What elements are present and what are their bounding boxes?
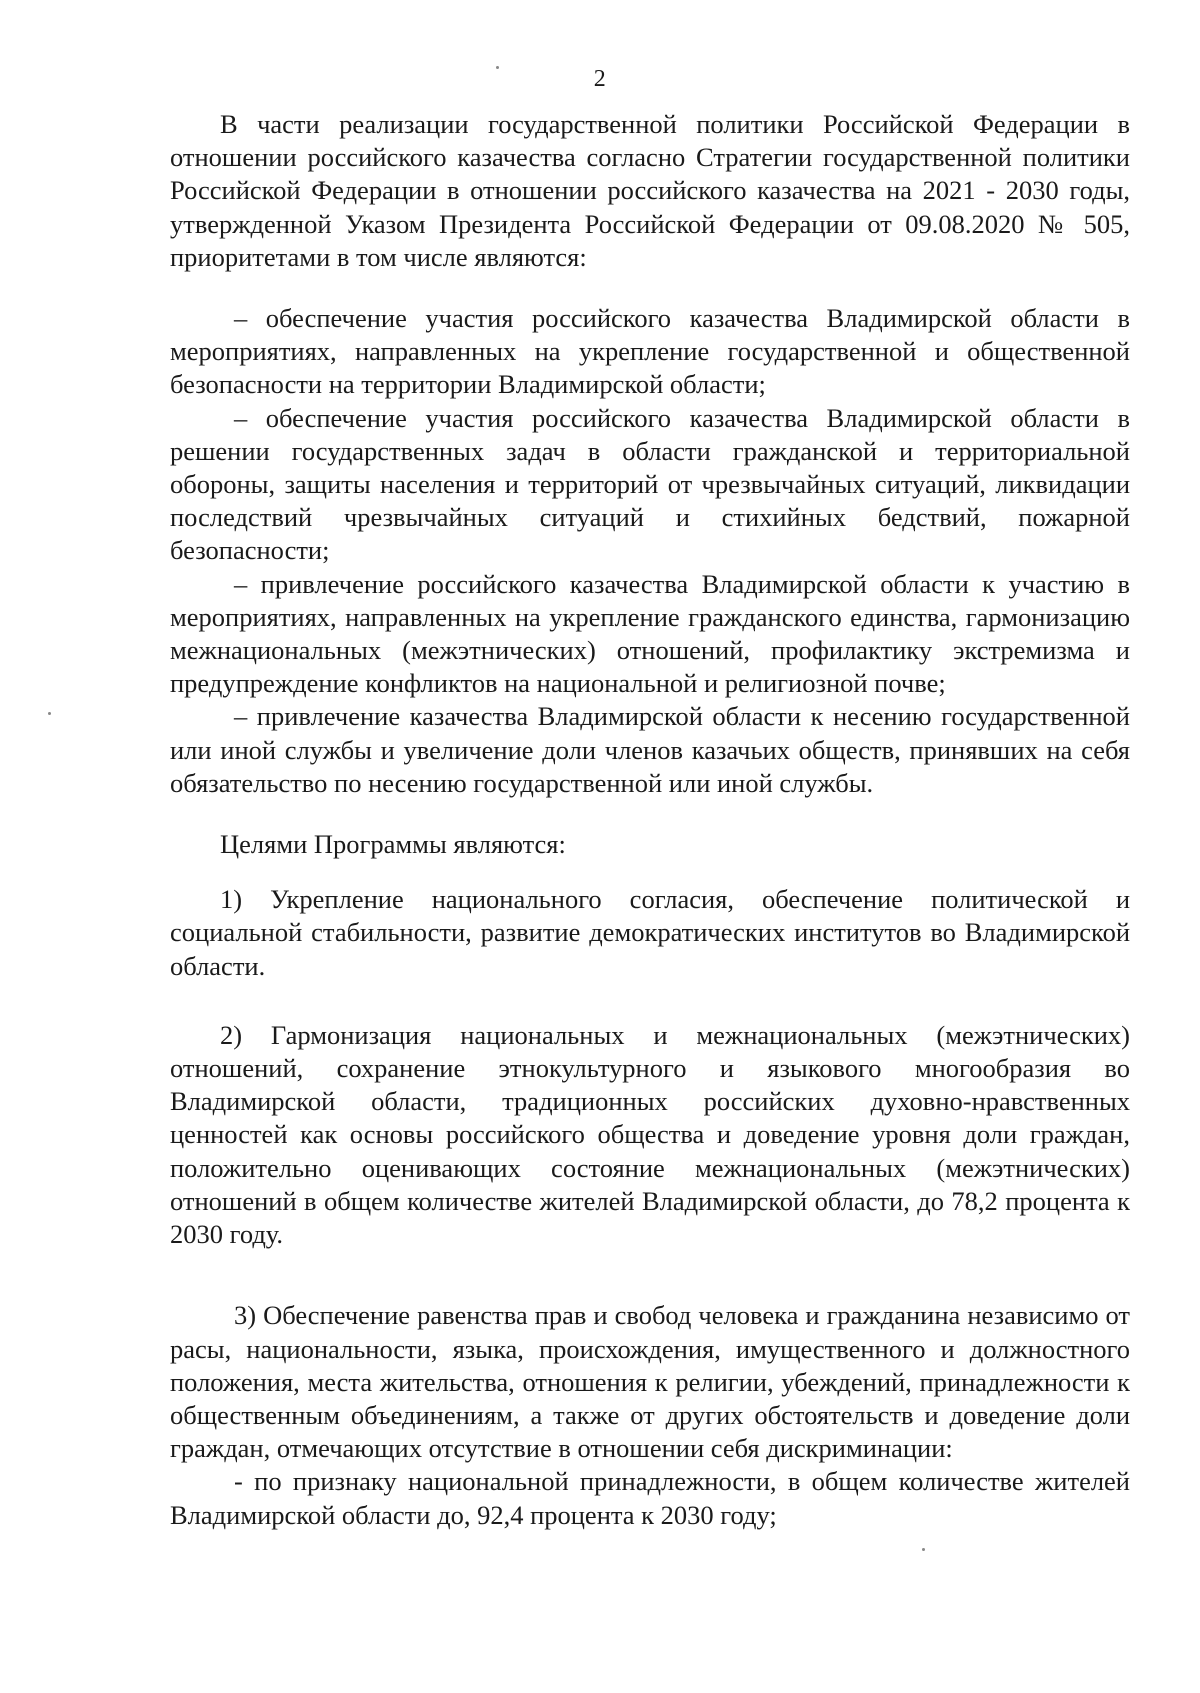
page-number: 2 (593, 66, 607, 92)
paragraph-priority-1: – обеспечение участия российского казачества Владимирской области в мероприятиях, направленных на укрепление государственной и общественной безопасности на территории Владимирской области; (170, 303, 1130, 400)
paragraph-goal-2: 2) Гармонизация национальных и межнациональных (межэтнических) отношений, сохранение этнокультурного и языкового многообразия во Владимирской области, традиционных российских духовно-нравственных ценностей как основы российского общества и доведение уровня доли граждан, положительно оценивающих состояние межнациональных (межэтнических) отношений в общем количестве жителей Владимирской области, до 78,2 процента к 2030 году. (170, 1019, 1130, 1250)
paragraph-priority-3: – привлечение российского казачества Владимирской области к участию в мероприятиях, направленных на укрепление гражданского единства, гармонизацию межнациональных (межэтнических) отношений, профилактику экстремизма и предупреждение конфликтов на национальной и религиозной почве; (170, 568, 1130, 699)
scan-speck (496, 66, 499, 69)
document-body (170, 108, 1130, 1532)
paragraph-priority-2: – обеспечение участия российского казачества Владимирской области в решении государственных задач в области гражданской и территориальной обороны, защиты населения и территорий от чрезвычайных ситуаций, ликвидации последствий чрезвычайных ситуаций и стихийных бедствий, пожарной безопасности; (170, 402, 1130, 566)
paragraph-goal-1: 1) Укрепление национального согласия, обеспечение политической и социальной стабильности, развитие демократических институтов во Владимирской области. (170, 884, 1130, 981)
scan-speck (48, 712, 51, 715)
paragraph-goals-heading: Целями Программы являются: (220, 829, 566, 860)
paragraph-goal-3-item: - по признаку национальной принадлежности, в общем количестве жителей Владимирской области до, 92,4 процента к 2030 году; (170, 1466, 1130, 1530)
paragraph-priority-4: – привлечение казачества Владимирской области к несению государственной или иной службы и увеличение доли членов казачьих обществ, принявших на себя обязательство по несению государственной или иной службы. (170, 701, 1130, 798)
scan-speck (922, 1548, 925, 1551)
paragraph-intro: В части реализации государственной политики Российской Федерации в отношении российского казачества согласно Стратегии государственной политики Российской Федерации в отношении российского казачества на 2021 - 2030 годы, утвержденной Указом Президента Российской Федерации от 09.08.2020 № 505, приоритетами в том числе являются: (170, 109, 1130, 272)
paragraph-goal-3: 3) Обеспечение равенства прав и свобод человека и гражданина независимо от расы, национальности, языка, происхождения, имущественного и должностного положения, места жительства, отношения к религии, убеждений, принадлежности к общественным объединениям, а также от других обстоятельств и доведение доли граждан, отмечающих отсутствие в отношении себя дискриминации: (170, 1300, 1130, 1464)
